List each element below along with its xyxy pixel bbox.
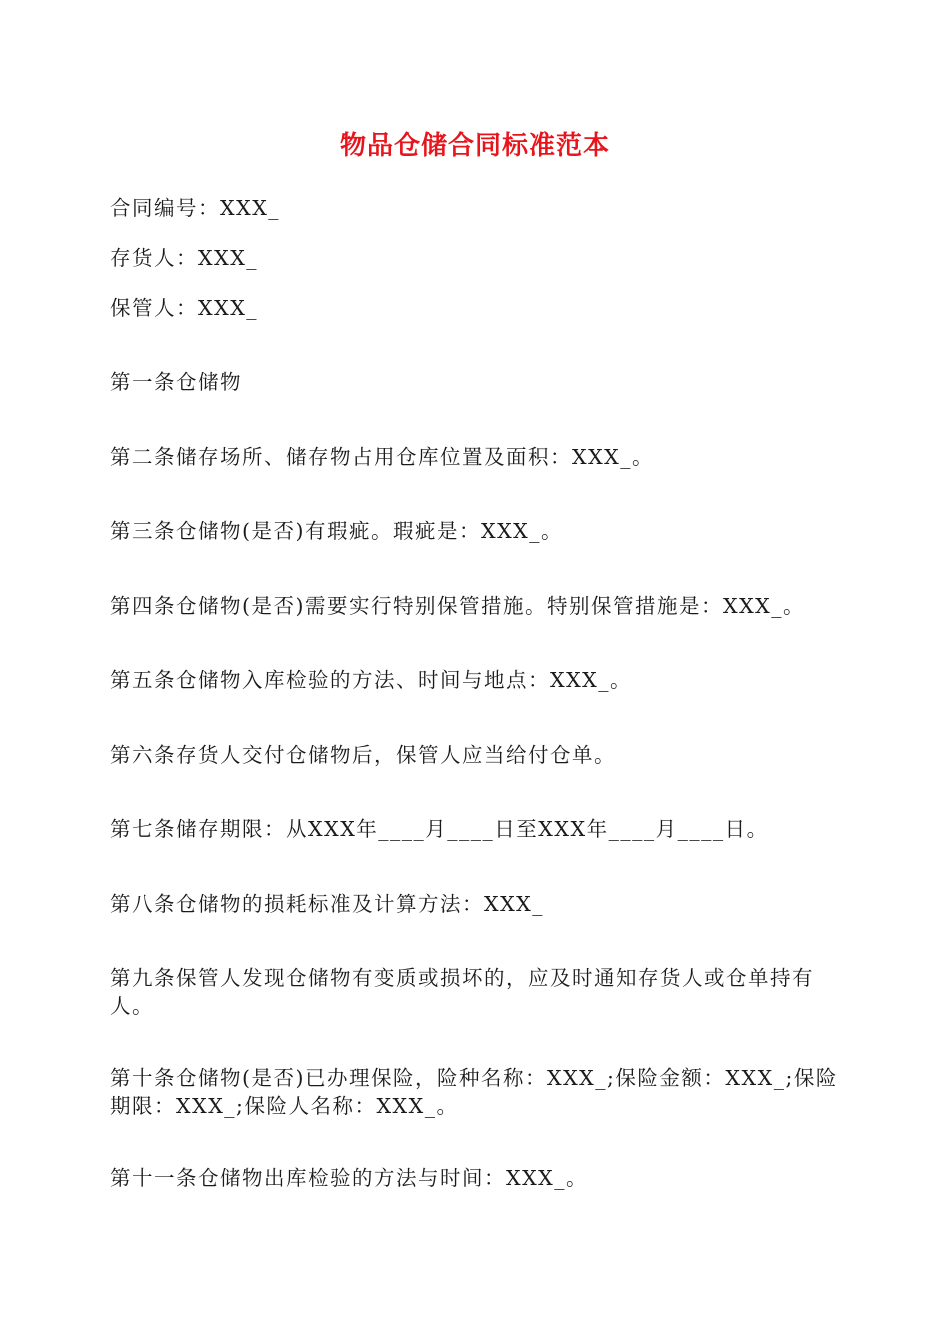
article-5: 第五条仓储物入库检验的方法、时间与地点：XXX_。 bbox=[110, 668, 633, 692]
document-title: 物品仓储合同标准范本 bbox=[339, 131, 610, 161]
article-11: 第十一条仓储物出库检验的方法与时间：XXX_。 bbox=[110, 1166, 589, 1190]
article-4: 第四条仓储物(是否)需要实行特别保管措施。特别保管措施是：XXX_。 bbox=[110, 594, 806, 618]
article-6: 第六条存货人交付仓储物后，保管人应当给付仓单。 bbox=[110, 743, 616, 767]
depositor-line: 存货人：XXX_ bbox=[110, 246, 259, 270]
article-7: 第七条储存期限：从XXX年____月____日至XXX年____月____日。 bbox=[110, 817, 769, 841]
article-10: 第十条仓储物(是否)已办理保险，险种名称：XXX_;保险金额：XXX_;保险期限：XXX_;保险人名称：XXX_。 bbox=[110, 1066, 838, 1118]
article-9: 第九条保管人发现仓储物有变质或损坏的，应及时通知存货人或仓单持有人。 bbox=[110, 966, 814, 1018]
contract-number: 合同编号：XXX_ bbox=[110, 196, 281, 220]
article-3: 第三条仓储物(是否)有瑕疵。瑕疵是：XXX_。 bbox=[110, 519, 564, 543]
article-2: 第二条储存场所、储存物占用仓库位置及面积：XXX_。 bbox=[110, 445, 655, 469]
article-1: 第一条仓储物 bbox=[110, 370, 242, 394]
article-8: 第八条仓储物的损耗标准及计算方法：XXX_ bbox=[110, 892, 545, 916]
custodian-line: 保管人：XXX_ bbox=[110, 296, 259, 320]
